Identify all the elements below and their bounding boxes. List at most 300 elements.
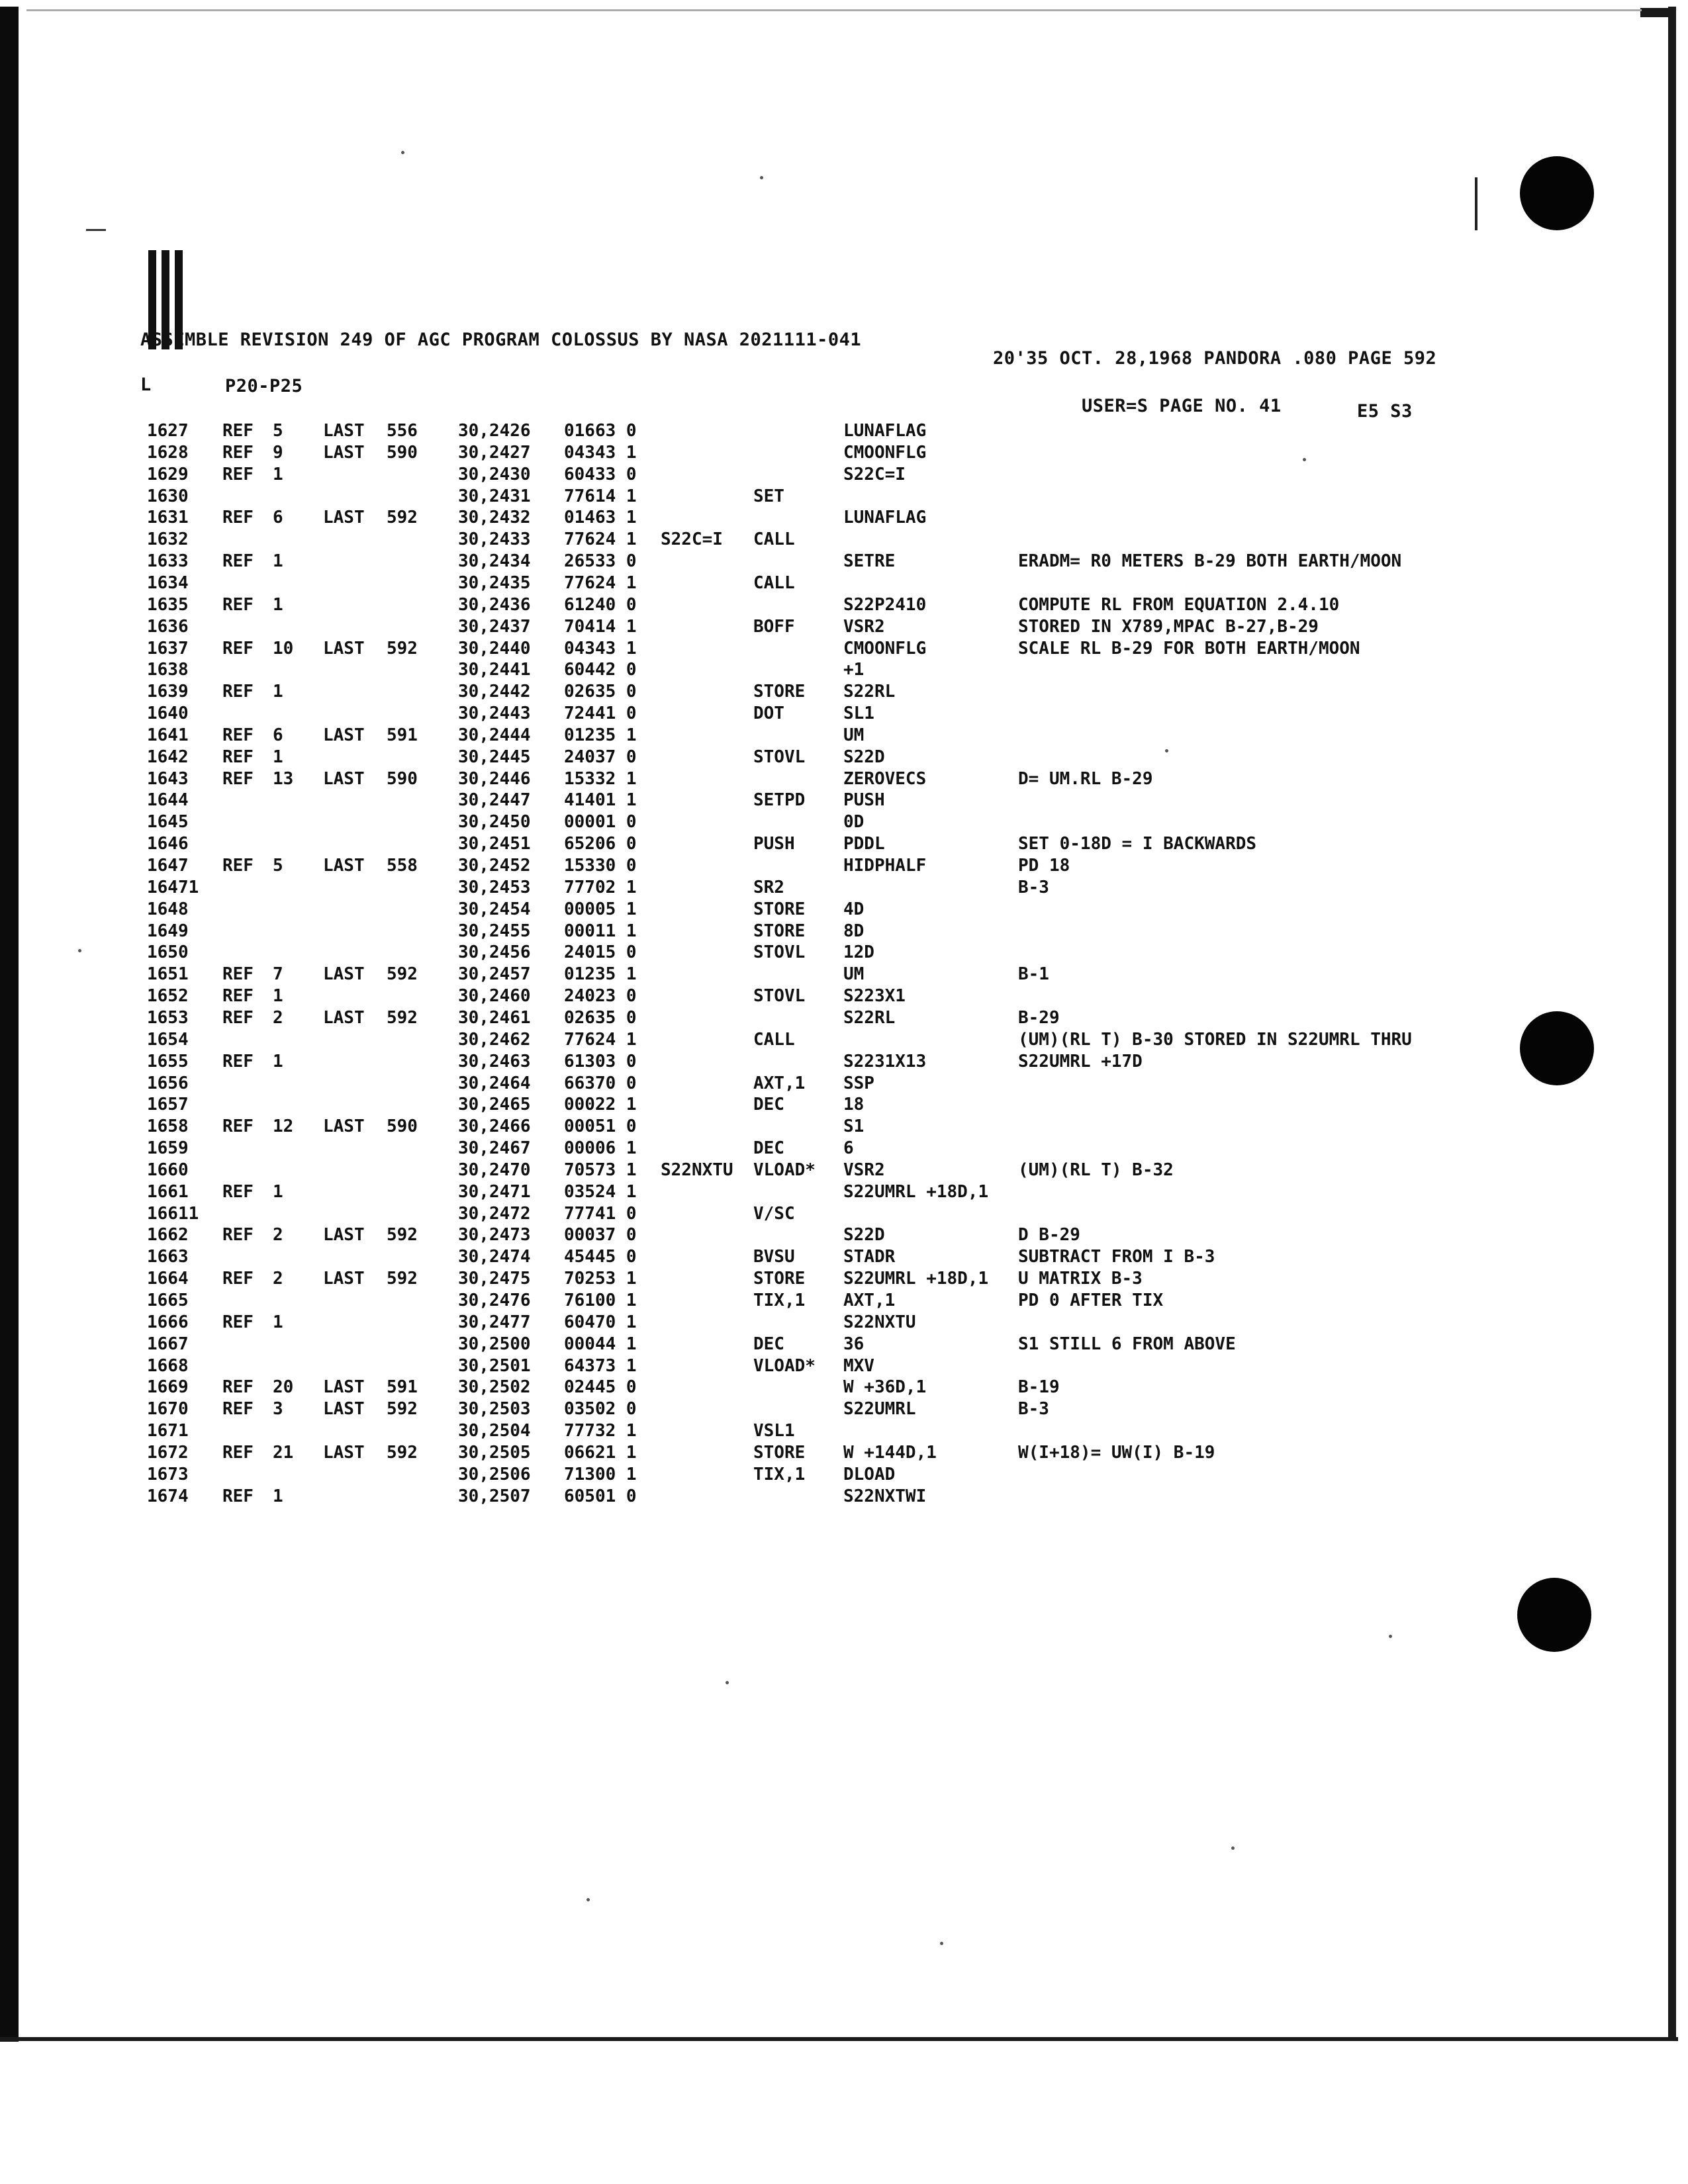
line-number: 1673	[147, 1465, 189, 1484]
ref-keyword: REF	[222, 1052, 254, 1071]
listing-row	[0, 1269, 1655, 1291]
octal-word: 66370 0	[564, 1073, 637, 1093]
octal-word: 77624 1	[564, 529, 637, 549]
line-number: 1661	[147, 1182, 189, 1202]
line-number: 1632	[147, 529, 189, 549]
operand: UM	[843, 725, 865, 745]
listing-row	[0, 1465, 1655, 1486]
ref-count: 12	[273, 1116, 294, 1136]
line-number: 1662	[147, 1225, 189, 1245]
operand: 0D	[843, 812, 865, 832]
ref-keyword: REF	[222, 1182, 254, 1202]
last-page: 592	[387, 508, 418, 527]
ref-count: 6	[273, 725, 283, 745]
memory-address: 30,2442	[458, 682, 531, 702]
octal-word: 15330 0	[564, 856, 637, 876]
memory-address: 30,2430	[458, 465, 531, 484]
operand: +1	[843, 660, 865, 680]
memory-address: 30,2445	[458, 747, 531, 767]
opcode: STORE	[753, 899, 806, 919]
line-number: 1642	[147, 747, 189, 767]
ref-count: 2	[273, 1008, 283, 1028]
line-number: 1666	[147, 1312, 189, 1332]
octal-word: 00044 1	[564, 1334, 637, 1354]
operand: S22D	[843, 1225, 885, 1245]
octal-word: 00037 0	[564, 1225, 637, 1245]
operand: SETRE	[843, 551, 896, 571]
listing-row	[0, 551, 1655, 573]
octal-word: 71300 1	[564, 1465, 637, 1484]
listing-row	[0, 1377, 1655, 1399]
section-label: P20-P25	[225, 376, 303, 396]
listing-row	[0, 1008, 1655, 1030]
comment: D B-29	[1018, 1225, 1080, 1245]
last-page: 592	[387, 964, 418, 984]
listing-row	[0, 1334, 1655, 1356]
memory-address: 30,2441	[458, 660, 531, 680]
ref-count: 2	[273, 1225, 283, 1245]
ref-keyword: REF	[222, 508, 254, 527]
octal-word: 61303 0	[564, 1052, 637, 1071]
ref-keyword: REF	[222, 856, 254, 876]
last-keyword: LAST	[323, 508, 365, 527]
memory-address: 30,2473	[458, 1225, 531, 1245]
line-number: 1638	[147, 660, 189, 680]
listing-row	[0, 573, 1655, 595]
operand: S22NXTU	[843, 1312, 916, 1332]
comment: STORED IN X789,MPAC B-27,B-29	[1018, 617, 1319, 637]
listing-row	[0, 1399, 1655, 1421]
listing-row	[0, 1312, 1655, 1334]
operand: S2231X13	[843, 1052, 927, 1071]
listing-row	[0, 529, 1655, 551]
ref-count: 6	[273, 508, 283, 527]
last-keyword: LAST	[323, 725, 365, 745]
ref-keyword: REF	[222, 964, 254, 984]
comment: ERADM= R0 METERS B-29 BOTH EARTH/MOON	[1018, 551, 1402, 571]
octal-word: 01663 0	[564, 421, 637, 441]
memory-address: 30,2504	[458, 1421, 531, 1441]
ref-keyword: REF	[222, 1116, 254, 1136]
octal-word: 01463 1	[564, 508, 637, 527]
octal-word: 03524 1	[564, 1182, 637, 1202]
octal-word: 77614 1	[564, 486, 637, 506]
opcode: STOVL	[753, 747, 806, 767]
octal-word: 61240 0	[564, 595, 637, 615]
opcode: STORE	[753, 921, 806, 941]
operand: S22D	[843, 747, 885, 767]
last-keyword: LAST	[323, 769, 365, 789]
memory-address: 30,2501	[458, 1356, 531, 1376]
listing-row	[0, 1052, 1655, 1073]
comment: (UM)(RL T) B-32	[1018, 1160, 1174, 1180]
ref-count: 5	[273, 856, 283, 876]
octal-word: 04343 1	[564, 443, 637, 463]
listing-row	[0, 942, 1655, 964]
line-number: 1660	[147, 1160, 189, 1180]
listing-row	[0, 1356, 1655, 1378]
listing-code: E5 S3	[1357, 401, 1413, 422]
line-number: 1631	[147, 508, 189, 527]
opcode: DEC	[753, 1138, 784, 1158]
listing-row	[0, 682, 1655, 704]
memory-address: 30,2474	[458, 1247, 531, 1267]
opcode: TIX,1	[753, 1291, 806, 1310]
octal-word: 45445 0	[564, 1247, 637, 1267]
line-number: 1639	[147, 682, 189, 702]
octal-word: 00005 1	[564, 899, 637, 919]
octal-word: 00006 1	[564, 1138, 637, 1158]
line-number: 1669	[147, 1377, 189, 1397]
opcode: BOFF	[753, 617, 795, 637]
listing-row	[0, 639, 1655, 660]
location-tag: S22NXTU	[661, 1160, 733, 1180]
operand: HIDPHALF	[843, 856, 927, 876]
ref-keyword: REF	[222, 1443, 254, 1463]
listing-row	[0, 986, 1655, 1008]
comment: W(I+18)= UW(I) B-19	[1018, 1443, 1215, 1463]
ref-count: 20	[273, 1377, 294, 1397]
operand: S22C=I	[843, 465, 906, 484]
operand: LUNAFLAG	[843, 508, 927, 527]
memory-address: 30,2467	[458, 1138, 531, 1158]
octal-word: 03502 0	[564, 1399, 637, 1419]
line-number: 1644	[147, 790, 189, 810]
location-tag: S22C=I	[661, 529, 723, 549]
ref-count: 5	[273, 421, 283, 441]
listing-row	[0, 1160, 1655, 1182]
memory-address: 30,2432	[458, 508, 531, 527]
memory-address: 30,2460	[458, 986, 531, 1006]
memory-address: 30,2426	[458, 421, 531, 441]
line-number: 1652	[147, 986, 189, 1006]
memory-address: 30,2466	[458, 1116, 531, 1136]
listing-row	[0, 725, 1655, 747]
octal-word: 00011 1	[564, 921, 637, 941]
comment: B-1	[1018, 964, 1049, 984]
listing-row	[0, 660, 1655, 682]
operand: S22UMRL	[843, 1399, 916, 1419]
operand: S22UMRL +18D,1	[843, 1269, 989, 1289]
ref-keyword: REF	[222, 1225, 254, 1245]
line-number: 1671	[147, 1421, 189, 1441]
ref-keyword: REF	[222, 986, 254, 1006]
ref-count: 13	[273, 769, 294, 789]
listing-row	[0, 812, 1655, 834]
octal-word: 77741 0	[564, 1204, 637, 1224]
opcode: VSL1	[753, 1421, 795, 1441]
ref-count: 1	[273, 551, 283, 571]
ref-count: 1	[273, 986, 283, 1006]
octal-word: 24037 0	[564, 747, 637, 767]
line-number: 1648	[147, 899, 189, 919]
line-number: 1649	[147, 921, 189, 941]
octal-word: 01235 1	[564, 725, 637, 745]
last-keyword: LAST	[323, 1399, 365, 1419]
ref-keyword: REF	[222, 1377, 254, 1397]
comment: SET 0-18D = I BACKWARDS	[1018, 834, 1257, 854]
ref-count: 1	[273, 1486, 283, 1506]
operand: 18	[843, 1095, 865, 1115]
scan-speck	[760, 176, 763, 179]
ref-count: 21	[273, 1443, 294, 1463]
operand: S223X1	[843, 986, 906, 1006]
memory-address: 30,2452	[458, 856, 531, 876]
opcode: VLOAD*	[753, 1356, 816, 1376]
memory-address: 30,2450	[458, 812, 531, 832]
memory-address: 30,2470	[458, 1160, 531, 1180]
listing-row	[0, 486, 1655, 508]
octal-word: 04343 1	[564, 639, 637, 659]
memory-address: 30,2454	[458, 899, 531, 919]
last-page: 591	[387, 1377, 418, 1397]
octal-word: 77624 1	[564, 573, 637, 593]
line-number: 1672	[147, 1443, 189, 1463]
octal-word: 02635 0	[564, 1008, 637, 1028]
memory-address: 30,2436	[458, 595, 531, 615]
last-page: 590	[387, 1116, 418, 1136]
line-number: 1637	[147, 639, 189, 659]
memory-address: 30,2446	[458, 769, 531, 789]
header-date-page: 20'35 OCT. 28,1968 PANDORA .080 PAGE 592	[993, 348, 1437, 369]
line-number: 1653	[147, 1008, 189, 1028]
comment: B-3	[1018, 1399, 1049, 1419]
ref-keyword: REF	[222, 725, 254, 745]
memory-address: 30,2464	[458, 1073, 531, 1093]
ref-count: 1	[273, 595, 283, 615]
opcode: PUSH	[753, 834, 795, 854]
ref-keyword: REF	[222, 1399, 254, 1419]
comment: COMPUTE RL FROM EQUATION 2.4.10	[1018, 595, 1340, 615]
scan-speck	[586, 1898, 590, 1901]
line-number: 1651	[147, 964, 189, 984]
operand: DLOAD	[843, 1465, 896, 1484]
memory-address: 30,2440	[458, 639, 531, 659]
last-keyword: LAST	[323, 443, 365, 463]
last-keyword: LAST	[323, 1269, 365, 1289]
operand: 8D	[843, 921, 865, 941]
listing-row	[0, 595, 1655, 617]
memory-address: 30,2456	[458, 942, 531, 962]
last-keyword: LAST	[323, 1116, 365, 1136]
octal-word: 70573 1	[564, 1160, 637, 1180]
listing-row	[0, 443, 1655, 465]
user-page-number: USER=S PAGE NO. 41	[1082, 396, 1282, 416]
operand: MXV	[843, 1356, 874, 1376]
line-number: 1636	[147, 617, 189, 637]
line-number: 1643	[147, 769, 189, 789]
memory-address: 30,2435	[458, 573, 531, 593]
line-number: 1667	[147, 1334, 189, 1354]
line-number: 1641	[147, 725, 189, 745]
line-number: 1633	[147, 551, 189, 571]
listing-row	[0, 769, 1655, 791]
scan-speck	[1165, 749, 1168, 752]
line-number: 1670	[147, 1399, 189, 1419]
memory-address: 30,2476	[458, 1291, 531, 1310]
last-keyword: LAST	[323, 856, 365, 876]
memory-address: 30,2463	[458, 1052, 531, 1071]
opcode: SR2	[753, 878, 784, 897]
line-number: 1634	[147, 573, 189, 593]
line-number: 1629	[147, 465, 189, 484]
listing-row	[0, 1182, 1655, 1204]
comment: B-29	[1018, 1008, 1060, 1028]
comment: SUBTRACT FROM I B-3	[1018, 1247, 1215, 1267]
listing-row	[0, 1073, 1655, 1095]
octal-word: 70253 1	[564, 1269, 637, 1289]
opcode: CALL	[753, 1030, 795, 1050]
ref-count: 1	[273, 465, 283, 484]
memory-address: 30,2433	[458, 529, 531, 549]
listing-row	[0, 1225, 1655, 1247]
octal-word: 70414 1	[564, 617, 637, 637]
octal-word: 60442 0	[564, 660, 637, 680]
ref-keyword: REF	[222, 443, 254, 463]
scan-speck	[1231, 1846, 1235, 1850]
ref-count: 1	[273, 1052, 283, 1071]
line-number: 1627	[147, 421, 189, 441]
ref-count: 10	[273, 639, 294, 659]
line-number: 1663	[147, 1247, 189, 1267]
last-keyword: LAST	[323, 1008, 365, 1028]
listing-row	[0, 465, 1655, 486]
comment: D= UM.RL B-29	[1018, 769, 1153, 789]
line-number: 1658	[147, 1116, 189, 1136]
listing-row	[0, 1095, 1655, 1116]
opcode: TIX,1	[753, 1465, 806, 1484]
listing-row	[0, 899, 1655, 921]
line-number: 1640	[147, 704, 189, 723]
opcode: SET	[753, 486, 784, 506]
opcode: STORE	[753, 1443, 806, 1463]
opcode: DEC	[753, 1095, 784, 1115]
memory-address: 30,2477	[458, 1312, 531, 1332]
octal-word: 76100 1	[564, 1291, 637, 1310]
line-number: 1628	[147, 443, 189, 463]
last-page: 592	[387, 639, 418, 659]
last-keyword: LAST	[323, 421, 365, 441]
memory-address: 30,2451	[458, 834, 531, 854]
opcode: STOVL	[753, 986, 806, 1006]
octal-word: 00051 0	[564, 1116, 637, 1136]
operand: W +36D,1	[843, 1377, 927, 1397]
operand: S22RL	[843, 682, 896, 702]
ref-keyword: REF	[222, 1486, 254, 1506]
operand: 6	[843, 1138, 854, 1158]
listing-row	[0, 1116, 1655, 1138]
operand: 4D	[843, 899, 865, 919]
listing-row	[0, 617, 1655, 639]
line-number: 1659	[147, 1138, 189, 1158]
memory-address: 30,2500	[458, 1334, 531, 1354]
line-number: 1630	[147, 486, 189, 506]
comment: B-19	[1018, 1377, 1060, 1397]
ref-keyword: REF	[222, 747, 254, 767]
memory-address: 30,2461	[458, 1008, 531, 1028]
listing-row	[0, 964, 1655, 986]
operand: PDDL	[843, 834, 885, 854]
operand: UM	[843, 964, 865, 984]
listing-row	[0, 421, 1655, 443]
listing-row	[0, 1247, 1655, 1269]
line-number: 1657	[147, 1095, 189, 1115]
last-keyword: LAST	[323, 1377, 365, 1397]
listing-row	[0, 704, 1655, 725]
line-number: 16611	[147, 1204, 199, 1224]
last-keyword: LAST	[323, 964, 365, 984]
last-page: 592	[387, 1225, 418, 1245]
last-page: 558	[387, 856, 418, 876]
octal-word: 24015 0	[564, 942, 637, 962]
ref-keyword: REF	[222, 769, 254, 789]
memory-address: 30,2434	[458, 551, 531, 571]
line-number: 1656	[147, 1073, 189, 1093]
comment: B-3	[1018, 878, 1049, 897]
operand: AXT,1	[843, 1291, 896, 1310]
ref-keyword: REF	[222, 1269, 254, 1289]
listing-row	[0, 747, 1655, 769]
memory-address: 30,2465	[458, 1095, 531, 1115]
octal-word: 00001 0	[564, 812, 637, 832]
line-number: 1647	[147, 856, 189, 876]
memory-address: 30,2437	[458, 617, 531, 637]
comment: S1 STILL 6 FROM ABOVE	[1018, 1334, 1236, 1354]
octal-word: 64373 1	[564, 1356, 637, 1376]
ref-count: 3	[273, 1399, 283, 1419]
scan-speck	[940, 1942, 943, 1945]
octal-word: 65206 0	[564, 834, 637, 854]
octal-word: 02445 0	[564, 1377, 637, 1397]
memory-address: 30,2506	[458, 1465, 531, 1484]
operand: VSR2	[843, 617, 885, 637]
operand: W +144D,1	[843, 1443, 937, 1463]
opcode: DOT	[753, 704, 784, 723]
memory-address: 30,2475	[458, 1269, 531, 1289]
ref-keyword: REF	[222, 595, 254, 615]
last-page: 591	[387, 725, 418, 745]
comment: S22UMRL +17D	[1018, 1052, 1143, 1071]
last-page: 592	[387, 1399, 418, 1419]
operand: SL1	[843, 704, 874, 723]
ref-count: 1	[273, 1182, 283, 1202]
comment: SCALE RL B-29 FOR BOTH EARTH/MOON	[1018, 639, 1360, 659]
octal-word: 00022 1	[564, 1095, 637, 1115]
memory-address: 30,2431	[458, 486, 531, 506]
comment: PD 18	[1018, 856, 1070, 876]
last-page: 592	[387, 1269, 418, 1289]
memory-address: 30,2453	[458, 878, 531, 897]
listing-row	[0, 1486, 1655, 1508]
line-number: 1655	[147, 1052, 189, 1071]
opcode: CALL	[753, 529, 795, 549]
octal-word: 41401 1	[564, 790, 637, 810]
listing-row	[0, 1443, 1655, 1465]
listing-row	[0, 834, 1655, 856]
octal-word: 60470 1	[564, 1312, 637, 1332]
header-title: ASSEMBLE REVISION 249 OF AGC PROGRAM COLOSSUS BY NASA 2021111-041	[140, 330, 862, 350]
memory-address: 30,2427	[458, 443, 531, 463]
scan-speck	[401, 151, 404, 154]
ref-count: 9	[273, 443, 283, 463]
octal-word: 60501 0	[564, 1486, 637, 1506]
comment: U MATRIX B-3	[1018, 1269, 1143, 1289]
listing-row	[0, 1204, 1655, 1226]
scan-speck	[1303, 458, 1306, 461]
ref-count: 2	[273, 1269, 283, 1289]
line-number: 1654	[147, 1030, 189, 1050]
scan-right-edge	[1668, 7, 1676, 2040]
